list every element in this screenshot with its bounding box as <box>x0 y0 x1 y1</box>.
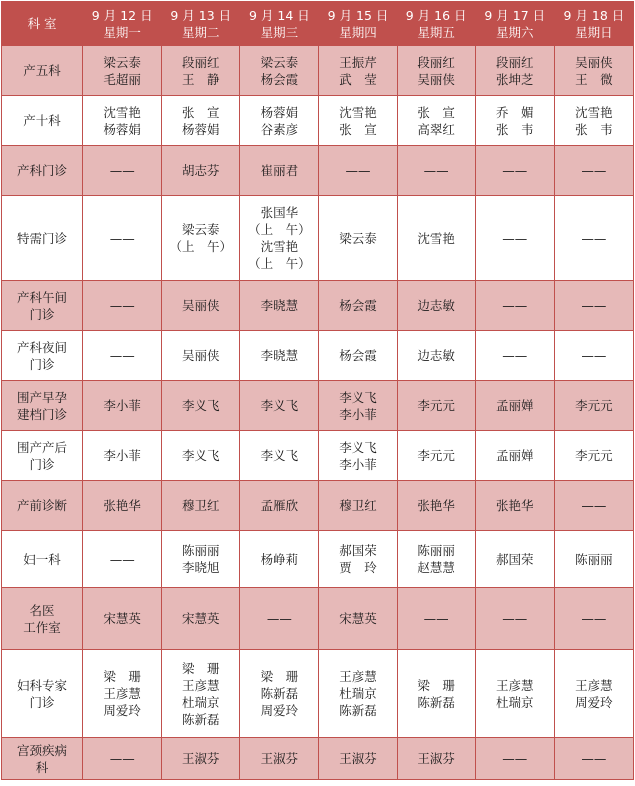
doctor-name: 梁云泰 <box>103 54 141 70</box>
dept-cell <box>2 331 83 381</box>
schedule-cell <box>397 531 475 588</box>
doctor-name: —— <box>109 348 135 363</box>
doctor-name: —— <box>423 611 449 626</box>
doctor-name: 杨会霞 <box>339 298 377 313</box>
doctor-name: 李义飞 <box>339 439 377 455</box>
doctor-name: 王淑芬 <box>182 751 220 766</box>
doctor-name: 梁 珊 <box>182 660 220 676</box>
table-row <box>2 481 634 531</box>
doctor-name: —— <box>109 298 135 313</box>
schedule-cell <box>397 331 475 381</box>
doctor-name: 张 宣 <box>182 104 220 120</box>
doctor-name: 吴丽侠 <box>575 54 613 70</box>
doctor-name: —— <box>581 348 607 363</box>
doctor-name: 陈新磊 <box>260 686 299 701</box>
table-row <box>2 588 634 650</box>
doctor-name: —— <box>266 611 292 626</box>
schedule-cell <box>319 331 397 381</box>
doctor-name: 张 宣 <box>417 104 455 120</box>
dept-label: 产科夜间 <box>17 339 68 355</box>
doctor-name: 张国华 <box>260 205 299 220</box>
doctor-name: 李晓旭 <box>182 560 220 575</box>
doctor-name: —— <box>502 163 528 178</box>
doctor-name: 张艳华 <box>103 498 141 513</box>
doctor-name: 陈新磊 <box>182 711 220 727</box>
day-header: 9 月 16 日 星期五 <box>397 2 475 46</box>
doctor-name: 王彦慧 <box>339 669 377 684</box>
schedule-cell <box>240 431 319 481</box>
dept-cell <box>2 650 83 738</box>
schedule-cell <box>397 481 475 531</box>
day-header: 9 月 15 日 星期四 <box>319 2 397 46</box>
schedule-body <box>2 46 634 780</box>
doctor-name: 周爱玲 <box>575 694 613 710</box>
schedule-cell <box>475 588 554 650</box>
dept-label: 门诊 <box>29 356 55 372</box>
schedule-cell <box>397 46 475 96</box>
doctor-name: 赵慧慧 <box>417 560 455 575</box>
doctor-name: （上 午） <box>248 256 311 271</box>
doctor-name: 沈雪艳 <box>417 230 455 246</box>
doctor-name: 陈丽丽 <box>182 543 220 558</box>
schedule-cell <box>83 381 162 431</box>
schedule-cell <box>554 588 633 650</box>
day-header: 9 月 17 日 星期六 <box>475 2 554 46</box>
schedule-cell <box>240 196 319 281</box>
doctor-name: 王彦慧 <box>496 677 534 693</box>
doctor-name: 孟丽婵 <box>496 398 534 413</box>
dept-label: 妇科专家 <box>17 677 68 693</box>
dept-cell <box>2 481 83 531</box>
schedule-cell <box>162 281 240 331</box>
schedule-cell <box>554 331 633 381</box>
dept-label: 产五科 <box>23 63 61 78</box>
table-row <box>2 381 634 431</box>
dept-label: 围产产后 <box>17 439 68 455</box>
dept-label: 妇一科 <box>23 551 61 567</box>
schedule-cell <box>319 431 397 481</box>
schedule-cell <box>554 381 633 431</box>
table-row <box>2 531 634 588</box>
doctor-name: 杨会霞 <box>339 348 377 363</box>
schedule-cell <box>83 481 162 531</box>
doctor-name: 陈新磊 <box>339 703 377 718</box>
doctor-name: 李小菲 <box>339 406 377 422</box>
schedule-cell <box>475 196 554 281</box>
schedule-cell <box>554 281 633 331</box>
table-row <box>2 431 634 481</box>
schedule-cell <box>162 381 240 431</box>
dept-cell <box>2 431 83 481</box>
doctor-name: 王彦慧 <box>103 686 141 701</box>
doctor-name: 李义飞 <box>339 389 377 405</box>
doctor-name: 梁云泰 <box>182 222 220 237</box>
table-row <box>2 738 634 780</box>
doctor-name: 穆卫红 <box>339 498 377 513</box>
doctor-name: 李晓慧 <box>260 298 299 313</box>
doctor-name: （上 午） <box>248 222 311 237</box>
schedule-cell <box>554 96 633 146</box>
doctor-name: 孟雁欣 <box>260 498 299 513</box>
schedule-cell <box>475 146 554 196</box>
schedule-cell <box>240 381 319 431</box>
doctor-name: 陈丽丽 <box>575 551 613 567</box>
schedule-cell <box>397 588 475 650</box>
schedule-cell <box>475 481 554 531</box>
schedule-cell <box>162 431 240 481</box>
doctor-name: 毛超丽 <box>103 71 141 87</box>
schedule-cell <box>475 381 554 431</box>
doctor-name: 张 宣 <box>339 121 377 137</box>
doctor-name: —— <box>109 751 135 766</box>
schedule-cell <box>554 46 633 96</box>
schedule-cell <box>162 46 240 96</box>
schedule-cell <box>397 738 475 780</box>
doctor-name: 李义飞 <box>182 448 220 463</box>
doctor-name: 吴丽侠 <box>417 71 455 87</box>
doctor-name: —— <box>581 163 607 178</box>
doctor-name: —— <box>345 163 371 178</box>
doctor-name: 梁云泰 <box>339 230 377 246</box>
dept-cell <box>2 381 83 431</box>
dept-label: 科 <box>35 759 49 775</box>
doctor-name: 李元元 <box>417 448 455 463</box>
dept-label: 产科午间 <box>17 289 68 305</box>
schedule-cell <box>83 650 162 738</box>
doctor-name: 张坤芝 <box>496 71 534 87</box>
schedule-cell <box>240 531 319 588</box>
schedule-cell <box>319 381 397 431</box>
schedule-cell <box>554 650 633 738</box>
schedule-cell <box>475 281 554 331</box>
doctor-name: —— <box>502 348 528 363</box>
dept-header: 科 室 <box>2 2 83 46</box>
doctor-name: 杨蓉娟 <box>260 104 299 120</box>
doctor-name: 杨蓉娟 <box>182 121 220 137</box>
schedule-cell <box>397 281 475 331</box>
doctor-name: 武 莹 <box>339 71 377 87</box>
schedule-cell <box>240 481 319 531</box>
schedule-cell <box>240 46 319 96</box>
doctor-name: 郝国荣 <box>496 551 534 567</box>
schedule-cell <box>319 196 397 281</box>
dept-cell <box>2 96 83 146</box>
doctor-name: 王彦慧 <box>182 677 220 693</box>
table-row <box>2 96 634 146</box>
doctor-name: 李义飞 <box>182 398 220 413</box>
doctor-name: 杜瑞京 <box>496 694 534 710</box>
dept-cell <box>2 46 83 96</box>
doctor-name: 谷素彦 <box>260 121 299 137</box>
doctor-name: —— <box>581 751 607 766</box>
doctor-name: —— <box>109 163 135 178</box>
schedule-cell <box>162 481 240 531</box>
schedule-cell <box>397 381 475 431</box>
doctor-name: —— <box>502 230 528 246</box>
doctor-name: 沈雪艳 <box>103 104 141 120</box>
table-row <box>2 46 634 96</box>
doctor-name: 李小菲 <box>103 448 141 463</box>
doctor-name: —— <box>581 230 607 246</box>
schedule-cell <box>83 96 162 146</box>
schedule-cell <box>240 146 319 196</box>
dept-label: 门诊 <box>29 456 55 472</box>
dept-label: 产十科 <box>23 113 61 128</box>
day-header: 9 月 18 日 星期日 <box>554 2 633 46</box>
schedule-table <box>1 1 634 780</box>
schedule-cell <box>83 531 162 588</box>
schedule-cell <box>397 431 475 481</box>
table-row <box>2 196 634 281</box>
doctor-name: 杜瑞京 <box>339 686 377 701</box>
schedule-cell <box>240 96 319 146</box>
dept-label: 产科门诊 <box>17 163 68 178</box>
doctor-name: （上 午） <box>169 239 233 254</box>
doctor-name: 张艳华 <box>496 498 534 513</box>
schedule-cell <box>319 46 397 96</box>
doctor-name: —— <box>502 298 528 313</box>
dept-label: 名医 <box>29 602 55 618</box>
header-row <box>2 2 634 46</box>
doctor-name: 杨峥莉 <box>260 551 299 567</box>
doctor-name: 杜瑞京 <box>182 694 220 710</box>
doctor-name: 梁 珊 <box>103 669 141 684</box>
schedule-cell <box>162 588 240 650</box>
schedule-cell <box>240 588 319 650</box>
doctor-name: 吴丽侠 <box>182 348 220 363</box>
doctor-name: 崔丽君 <box>260 163 299 178</box>
doctor-name: 周爱玲 <box>260 703 299 718</box>
schedule-cell <box>319 650 397 738</box>
doctor-name: —— <box>581 498 607 513</box>
doctor-name: 王彦慧 <box>575 677 613 693</box>
schedule-cell <box>554 146 633 196</box>
doctor-name: 王 静 <box>182 71 220 87</box>
doctor-name: 郝国荣 <box>339 543 377 558</box>
dept-label: 工作室 <box>23 619 61 635</box>
dept-cell <box>2 196 83 281</box>
schedule-cell <box>83 46 162 96</box>
schedule-cell <box>162 531 240 588</box>
doctor-name: —— <box>423 163 449 178</box>
schedule-cell <box>319 738 397 780</box>
dept-label: 围产早孕 <box>17 389 68 405</box>
schedule-cell <box>475 431 554 481</box>
doctor-name: 王振芹 <box>339 54 377 70</box>
schedule-cell <box>83 146 162 196</box>
dept-label: 门诊 <box>29 306 55 322</box>
schedule-cell <box>319 96 397 146</box>
doctor-name: —— <box>502 611 528 626</box>
doctor-name: 李元元 <box>575 398 613 413</box>
schedule-cell <box>83 588 162 650</box>
schedule-cell <box>475 96 554 146</box>
schedule-cell <box>240 281 319 331</box>
schedule-cell <box>83 331 162 381</box>
doctor-name: 宋慧英 <box>339 611 377 626</box>
schedule-cell <box>162 96 240 146</box>
schedule-cell <box>319 146 397 196</box>
schedule-cell <box>240 738 319 780</box>
doctor-name: 王淑芬 <box>260 751 299 766</box>
doctor-name: 梁 珊 <box>260 669 299 684</box>
schedule-cell <box>475 331 554 381</box>
doctor-name: 边志敏 <box>417 348 455 363</box>
doctor-name: 李小菲 <box>339 456 377 472</box>
schedule-cell <box>319 281 397 331</box>
dept-label: 产前诊断 <box>17 498 68 513</box>
doctor-name: 边志敏 <box>417 298 455 313</box>
schedule-cell <box>397 146 475 196</box>
doctor-name: 宋慧英 <box>103 611 141 626</box>
doctor-name: 杨会霞 <box>260 71 299 87</box>
schedule-cell <box>554 196 633 281</box>
schedule-cell <box>83 196 162 281</box>
doctor-name: 沈雪艳 <box>339 104 377 120</box>
schedule-cell <box>554 738 633 780</box>
schedule-cell <box>397 650 475 738</box>
doctor-name: 段丽红 <box>496 54 534 70</box>
doctor-name: 周爱玲 <box>103 703 141 718</box>
dept-cell <box>2 281 83 331</box>
schedule-cell <box>319 481 397 531</box>
doctor-name: 李义飞 <box>260 448 299 463</box>
schedule-cell <box>162 196 240 281</box>
schedule-cell <box>397 96 475 146</box>
day-header: 9 月 12 日 星期一 <box>83 2 162 46</box>
schedule-cell <box>475 46 554 96</box>
dept-label: 特需门诊 <box>17 230 68 246</box>
schedule-cell <box>475 531 554 588</box>
doctor-name: 吴丽侠 <box>182 298 220 313</box>
schedule-cell <box>240 650 319 738</box>
schedule-cell <box>319 531 397 588</box>
dept-label: 门诊 <box>29 694 55 710</box>
doctor-name: 沈雪艳 <box>575 104 613 120</box>
schedule-cell <box>162 650 240 738</box>
doctor-name: 李义飞 <box>260 398 299 413</box>
schedule-cell <box>240 331 319 381</box>
doctor-name: 高翠红 <box>417 121 455 137</box>
doctor-name: 王 微 <box>575 71 613 87</box>
doctor-name: 贾 玲 <box>339 560 377 575</box>
doctor-name: 宋慧英 <box>182 611 220 626</box>
doctor-name: —— <box>502 751 528 766</box>
dept-cell <box>2 146 83 196</box>
doctor-name: 杨蓉娟 <box>103 121 141 137</box>
table-row <box>2 146 634 196</box>
schedule-cell <box>83 738 162 780</box>
table-row <box>2 281 634 331</box>
doctor-name: 王淑芬 <box>339 751 377 766</box>
table-row <box>2 331 634 381</box>
day-header: 9 月 14 日 星期三 <box>240 2 319 46</box>
day-header: 9 月 13 日 星期二 <box>162 2 240 46</box>
schedule-cell <box>554 481 633 531</box>
doctor-name: 沈雪艳 <box>260 239 299 254</box>
dept-label: 宫颈疾病 <box>17 742 68 758</box>
doctor-name: 李晓慧 <box>260 348 299 363</box>
schedule-cell <box>162 738 240 780</box>
doctor-name: 陈新磊 <box>417 694 455 710</box>
schedule-cell <box>397 196 475 281</box>
doctor-name: 张艳华 <box>417 498 455 513</box>
doctor-name: —— <box>581 298 607 313</box>
table-row <box>2 650 634 738</box>
doctor-name: —— <box>581 611 607 626</box>
doctor-name: 孟丽婵 <box>496 448 534 463</box>
doctor-name: 王淑芬 <box>417 751 455 766</box>
doctor-name: 梁云泰 <box>260 54 299 70</box>
doctor-name: 段丽红 <box>417 54 455 70</box>
doctor-name: 李元元 <box>575 448 613 463</box>
doctor-name: —— <box>109 230 135 246</box>
dept-label: 建档门诊 <box>17 406 68 422</box>
doctor-name: 李元元 <box>417 398 455 413</box>
schedule-cell <box>554 431 633 481</box>
dept-cell <box>2 588 83 650</box>
schedule-cell <box>83 431 162 481</box>
doctor-name: 陈丽丽 <box>417 543 455 558</box>
dept-cell <box>2 531 83 588</box>
dept-cell <box>2 738 83 780</box>
doctor-name: 张 韦 <box>575 121 613 137</box>
schedule-cell <box>162 331 240 381</box>
doctor-name: 乔 媚 <box>496 104 534 120</box>
schedule-cell <box>554 531 633 588</box>
schedule-cell <box>83 281 162 331</box>
schedule-cell <box>475 650 554 738</box>
schedule-cell <box>319 588 397 650</box>
doctor-name: 穆卫红 <box>182 498 220 513</box>
schedule-cell <box>162 146 240 196</box>
doctor-name: 胡志芬 <box>182 163 220 178</box>
schedule-cell <box>475 738 554 780</box>
doctor-name: 张 韦 <box>496 121 534 137</box>
doctor-name: 李小菲 <box>103 398 141 413</box>
doctor-name: 段丽红 <box>182 54 220 70</box>
doctor-name: 梁 珊 <box>417 677 455 693</box>
doctor-name: —— <box>109 551 135 567</box>
